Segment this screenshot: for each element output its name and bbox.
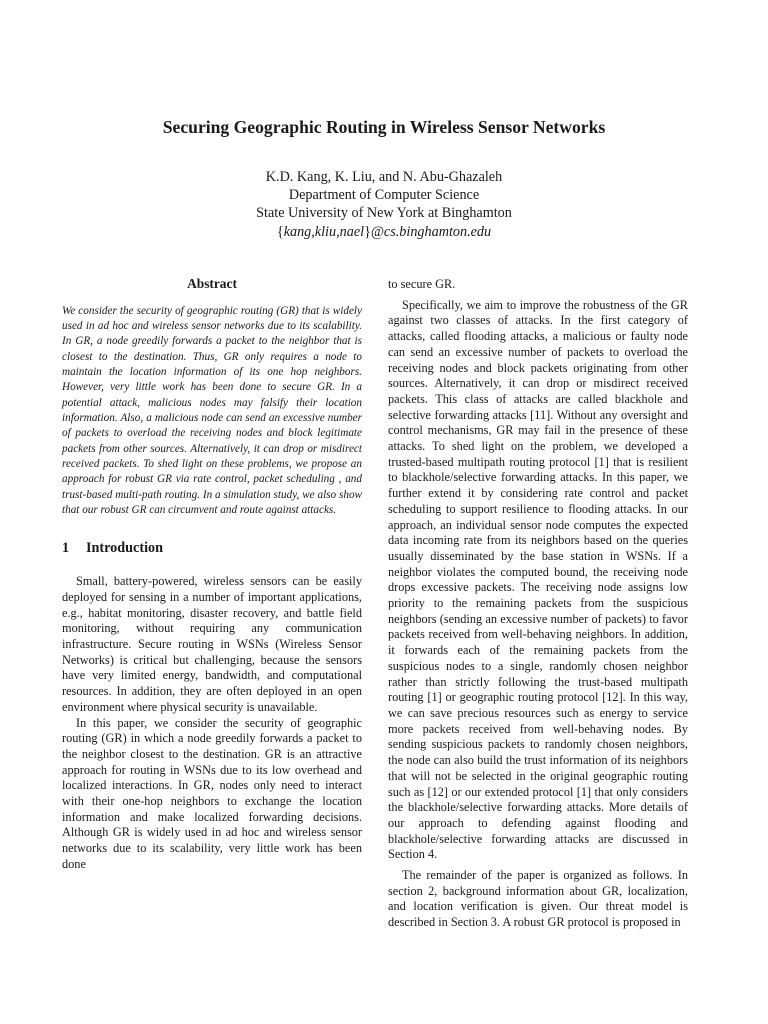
email-open-brace: { [276, 223, 284, 240]
author-university: State University of New York at Binghamton [256, 205, 512, 222]
intro-paragraph-1: Small, battery-powered, wireless sensors can be easily deployed for sensing in a number of important applications, e.g., habitat monitoring, disaster recovery, and battle field monitoring, without requiring any communication infrastructure. Secure routing in WSNs (Wireless Sensor Networks) is critical but challenging, because the sensors have very limited energy, bandwidth, and computational resources. In addition, they are often deployed in an open environment where physical security is unavailable. [62, 574, 362, 714]
email-close-brace: } [364, 223, 371, 240]
section-heading-introduction [62, 541, 362, 557]
right-paragraph-2: The remainder of the paper is organized as follows. In section 2, background information about GR, localization, and location verification is given. Our threat model is described in Section 3. A robust GR protocol is proposed in [388, 868, 688, 930]
left-column [62, 276, 362, 873]
abstract-text: We consider the security of geographic routing (GR) that is widely used in ad hoc and wireless sensor networks due to its scalability. In GR, a node greedily forwards a packet to the neighbor that is closest to the destination. Thus, GR only requires a node to maintain the location information of its one hop neighbors. However, very little work has been done to secure GR. In a potential attack, malicious nodes may falsify their location information. Also, a malicious node can send an excessive number of packets to overload the receiving nodes and block legitimate packets from other sources. Alternatively, it can drop or misdirect received packets. To shed light on these problems, we propose an approach for robust GR via rate control, packet scheduling , and trust-based multi-path routing. In a simulation study, we also show that our robust GR can circumvent and route against attacks. [62, 304, 362, 517]
author-email [0, 223, 768, 241]
right-paragraph-1: Specifically, we aim to improve the robustness of the GR against two classes of attacks. In the first category of attacks, called flooding attacks, a malicious or faulty node can send an excessive number of packets to overload the receiving nodes and block packets originating from other sources. Alternatively, it can drop or misdirect received packets. This class of attacks are called blackhole and selective forwarding attacks [11]. Without any oversight and control mechanisms, GR may fail in the presence of these attacks. To shed light on the problem, we developed a trusted-based multipath routing protocol [1] that is resilient to blackhole/selective forwarding attacks. In this paper, we further extend it by considering rate control and packet scheduling to support resilience to flooding attacks. In our approach, an individual sensor node computes the expected data incoming rate from its neighbors based on the queries usually disseminated by the base station in WSNs. If a neighbor violates the computed bound, the receiving node drops excessive packets. The receiving node assigns low priority to the remaining packets from the suspicious neighbors (sending an excessive number of packets) to favor packets received from well-behaving neighbors. In addition, it forwards each of the remaining packets from the suspicious nodes to a single, randomly chosen neighbor rather than strictly following the trust-based multipath routing [1] or geographic routing protocol [12]. In this way, we can save precious resources such as energy to service more packets received from well-behaving nodes. By sending suspicious packets to randomly chosen neighbors, the node can also build the trust information of its neighbors that will not be selected in the original geographic routing such as [12] or our extended protocol [1] that only considers the blackhole/selective forwarding attacks. More details of our approach to defending against flooding and blackhole/selective forwarding attacks are discussed in Section 4. [388, 297, 688, 862]
section-number: 1 [62, 539, 70, 556]
right-column [388, 277, 688, 931]
author-block [0, 168, 768, 241]
email-users: kang,kliu,nael [283, 223, 365, 240]
author-department: Department of Computer Science [288, 187, 480, 204]
section-title: Introduction [86, 539, 163, 556]
paper-title: Securing Geographic Routing in Wireless Sensor Networks [162, 117, 606, 137]
email-domain: @cs.binghamton.edu [370, 223, 492, 240]
author-names: K.D. Kang, K. Liu, and N. Abu-Ghazaleh [265, 169, 503, 185]
abstract-heading: Abstract [187, 276, 237, 291]
continuation-paragraph: to secure GR. [388, 277, 456, 291]
intro-paragraph-2: In this paper, we consider the security of geographic routing (GR) in which a node greedily forwards a packet to the neighbor closest to the destination. GR is an attractive approach for routing in WSNs due to its low overhead and localized interactions. In GR, nodes only need to interact with their one-hop neighbors to exchange the location information and make localized forwarding decisions. Although GR is widely used in ad hoc and wireless sensor networks due to its scalability, very little work has been done [62, 715, 362, 871]
